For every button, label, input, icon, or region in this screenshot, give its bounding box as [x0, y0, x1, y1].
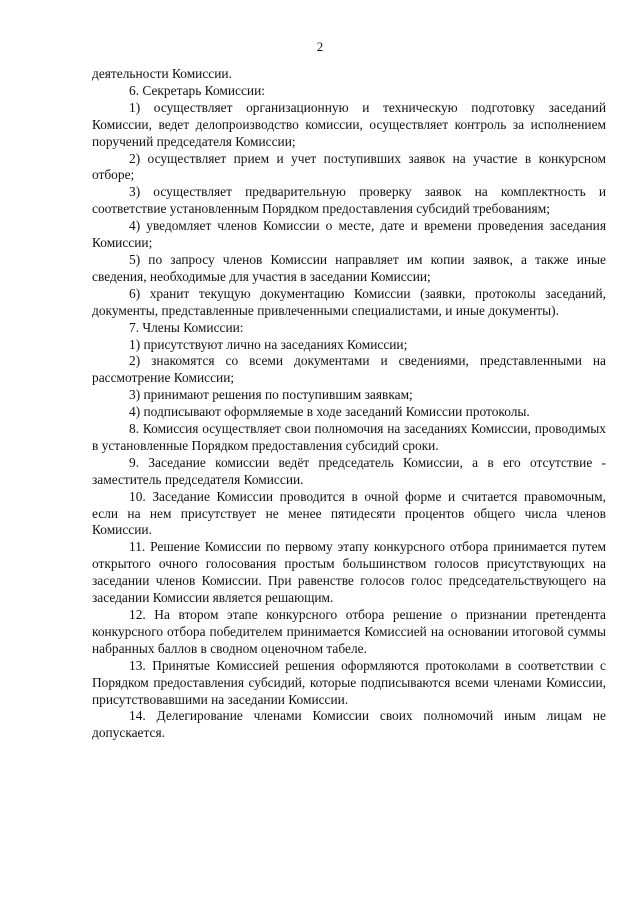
paragraph: 4) уведомляет членов Комиссии о месте, дате и времени проведения заседания Комиссии; — [92, 218, 606, 251]
paragraph: деятельности Комиссии. — [92, 66, 232, 81]
document-body — [92, 66, 606, 742]
page-number: 2 — [316, 39, 324, 54]
paragraph: 1) присутствуют лично на заседаниях Комиссии; — [129, 336, 408, 352]
paragraph: 4) подписывают оформляемые в ходе заседаний Комиссии протоколы. — [129, 404, 530, 420]
paragraph: 9. Заседание комиссии ведёт председатель Комиссии, а в его отсутствие - заместитель председателя Комиссии. — [92, 454, 606, 487]
paragraph: 6. Секретарь Комиссии: — [129, 82, 265, 98]
paragraph: 2) знакомятся со всеми документами и сведениями, представленными на рассмотрение Комиссии; — [92, 353, 606, 386]
paragraph: 13. Принятые Комиссией решения оформляются протоколами в соответствии с Порядком предоставления субсидий, которые подписываются всеми членами Комиссии, присутствовавшими на заседании Комиссии. — [92, 657, 606, 707]
paragraph: 3) принимают решения по поступившим заявкам; — [129, 387, 413, 403]
paragraph: 8. Комиссия осуществляет свои полномочия на заседаниях Комиссии, проводимых в установленные Порядком предоставления субсидий сроки. — [92, 421, 606, 453]
paragraph: 10. Заседание Комиссии проводится в очной форме и считается правомочным, если на нем присутствует не менее пятидесяти процентов общего числа членов Комиссии. — [92, 488, 606, 538]
paragraph: 12. На втором этапе конкурсного отбора решение о признании претендента конкурсного отбора победителем принимается Комиссией на основании итоговой суммы набранных баллов в сводном оценочном табеле. — [92, 607, 606, 656]
paragraph: 1) осуществляет организационную и техническую подготовку заседаний Комиссии, ведет делопроизводство комиссии, осуществляет контроль за исполнением поручений председателя Комиссии; — [92, 99, 606, 149]
paragraph: 14. Делегирование членами Комиссии своих полномочий иным лицам не допускается. — [92, 708, 606, 741]
paragraph: 7. Члены Комиссии: — [129, 319, 244, 335]
paragraph: 3) осуществляет предварительную проверку заявок на комплектность и соответствие установленным Порядком предоставления субсидий требованиям; — [92, 184, 606, 217]
paragraph: 6) хранит текущую документацию Комиссии (заявки, протоколы заседаний, документы, представленные привлеченными специалистами, и иные документы). — [92, 285, 606, 318]
paragraph: 2) осуществляет прием и учет поступивших заявок на участие в конкурсном отборе; — [92, 150, 606, 183]
paragraph: 11. Решение Комиссии по первому этапу конкурсного отбора принимается путем открытого очного голосования простым большинством голосов присутствующих на заседании членов Комиссии. При равенстве голосов голос председательствующего на заседании Комиссии является решающим. — [92, 539, 606, 606]
paragraph: 5) по запросу членов Комиссии направляет им копии заявок, а также иные сведения, необходимые для участия в заседании Комиссии; — [92, 251, 606, 284]
